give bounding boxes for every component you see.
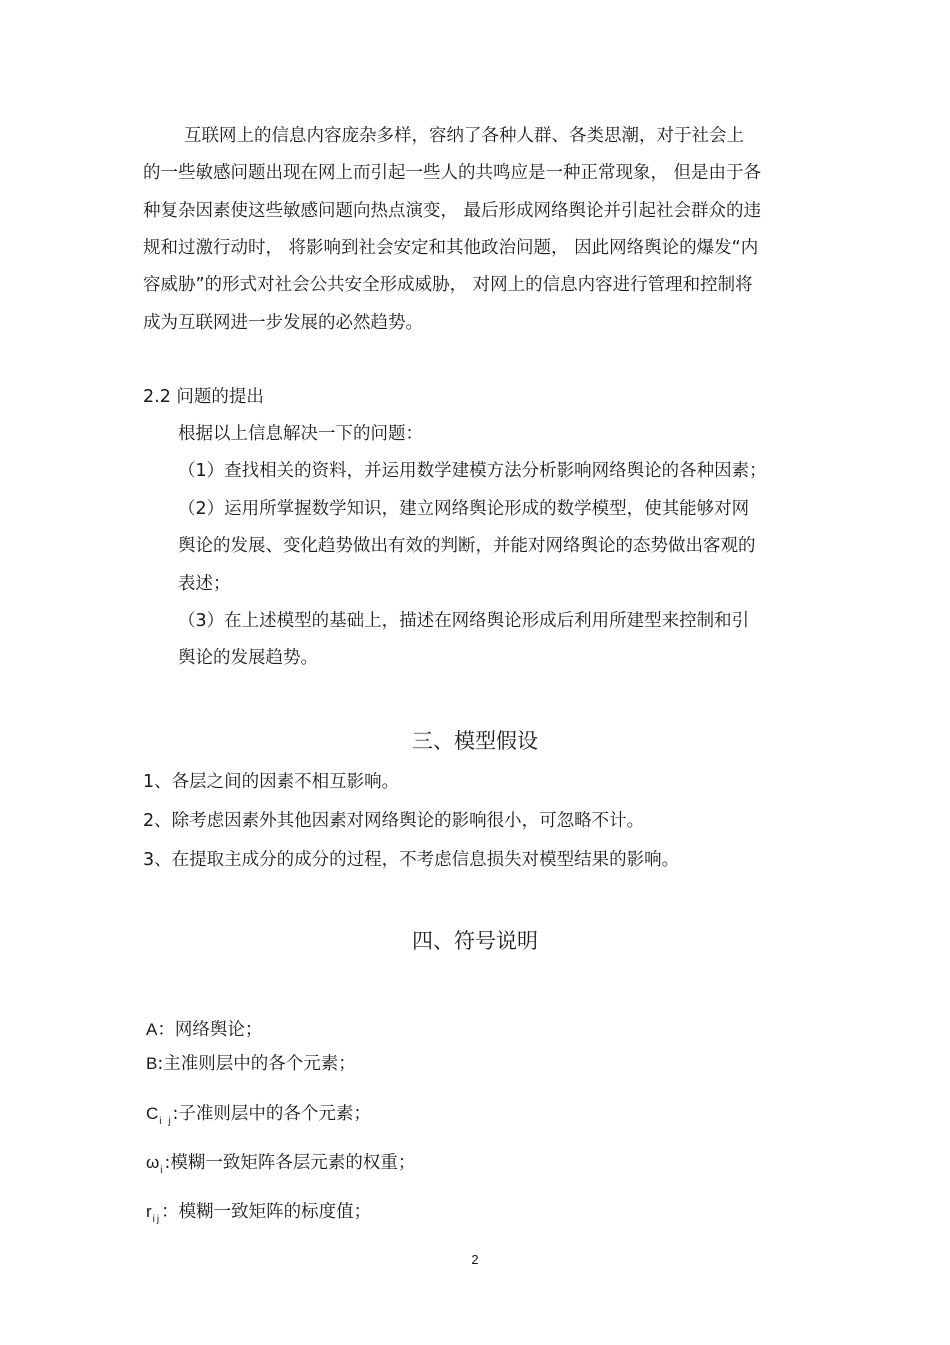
question-2-line-2: 舆论的发展、变化趋势做出有效的判断，并能对网络舆论的态势做出客观的 xyxy=(178,536,756,556)
symbol-r: r xyxy=(146,1202,152,1221)
question-1: （1）查找相关的资料，并运用数学建模方法分析影响网络舆论的各种因素； xyxy=(178,461,767,481)
intro-line-4: 规和过激行动时， 将影响到社会安定和其他政治问题， 因此网络舆论的爆发“内 xyxy=(143,238,759,258)
symbol-a: A xyxy=(146,1020,158,1039)
intro-line-6: 成为互联网进一步发展的必然趋势。 xyxy=(143,313,423,333)
question-2-line-3: 表述； xyxy=(178,574,231,594)
page-number: 2 xyxy=(471,1252,479,1267)
section-2-2-title: 2.2 问题的提出 xyxy=(143,387,264,407)
symbol-row-c xyxy=(146,1102,371,1129)
section-2-2-lead: 根据以上信息解决一下的问题： xyxy=(178,424,423,444)
symbol-row-omega xyxy=(146,1151,415,1178)
symbol-row-a xyxy=(146,1018,262,1042)
symbol-r-desc: ：模糊一致矩阵的标度值； xyxy=(161,1202,372,1222)
intro-line-5: 容威胁”的形式对社会公共安全形成威胁， 对网上的信息内容进行管理和控制将 xyxy=(143,275,753,295)
symbol-b: B xyxy=(146,1054,158,1073)
section-3-heading: 三、模型假设 xyxy=(412,729,538,753)
question-2-line-1: （2）运用所掌握数学知识，建立网络舆论形成的数学模型，使其能够对网 xyxy=(178,499,750,519)
symbol-a-desc: ：网络舆论； xyxy=(157,1020,263,1040)
symbol-c-subscript: i j xyxy=(159,1116,173,1127)
intro-line-1: 互联网上的信息内容庞杂多样，容纳了各种人群、各类思潮，对于社会上 xyxy=(184,126,744,146)
assumption-3: 3、在提取主成分的成分的过程，不考虑信息损失对模型结果的影响。 xyxy=(143,850,680,870)
intro-line-2: 的一些敏感问题出现在网上而引起一些人的共鸣应是一种正常现象， 但是由于各 xyxy=(143,163,762,183)
assumption-2: 2、除考虑因素外其他因素对网络舆论的影响很小，可忽略不计。 xyxy=(143,811,645,831)
symbol-c: C xyxy=(146,1104,159,1123)
symbol-c-desc: :子准则层中的各个元素； xyxy=(172,1104,371,1124)
intro-line-3: 种复杂因素使这些敏感问题向热点演变， 最后形成网络舆论并引起社会群众的违 xyxy=(143,201,762,221)
symbol-b-desc: :主准则层中的各个元素； xyxy=(157,1054,356,1074)
symbol-row-r xyxy=(146,1200,371,1227)
question-3-line-1: （3）在上述模型的基础上，描述在网络舆论形成后利用所建型来控制和引 xyxy=(178,611,750,631)
symbol-omega-desc: :模糊一致矩阵各层元素的权重； xyxy=(164,1153,416,1173)
question-3-line-2: 舆论的发展趋势。 xyxy=(178,648,318,668)
assumption-1: 1、各层之间的因素不相互影响。 xyxy=(143,772,400,792)
symbol-r-subscript: ij xyxy=(152,1214,162,1225)
symbol-omega: ω xyxy=(146,1153,160,1172)
section-4-heading: 四、符号说明 xyxy=(412,929,538,953)
symbol-omega-subscript: i xyxy=(160,1165,165,1176)
symbol-row-b xyxy=(146,1052,356,1076)
